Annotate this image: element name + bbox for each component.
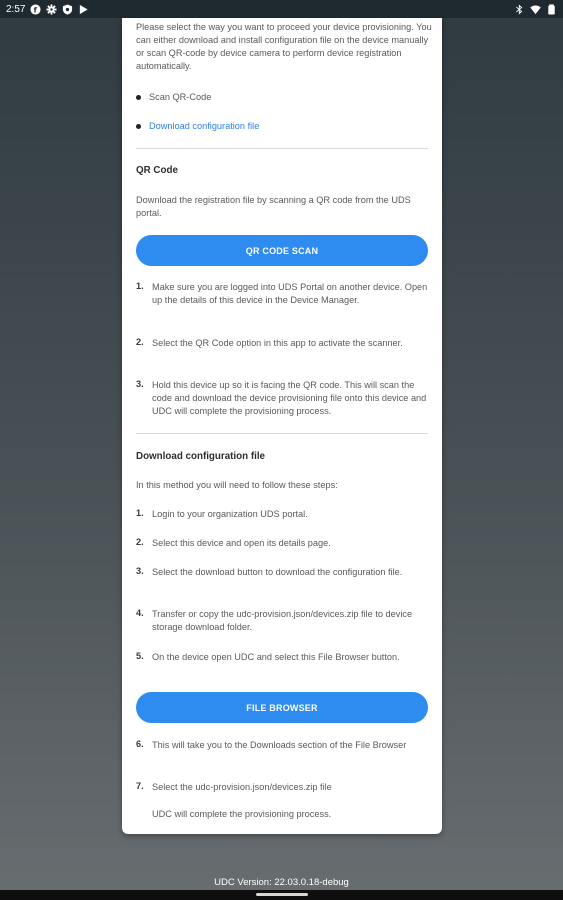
- closing-text: UDC will complete the provisioning process.: [152, 809, 332, 819]
- download-step-2: Select this device and open its details page.: [152, 538, 331, 548]
- f-app-icon: [30, 4, 41, 15]
- wifi-icon: [530, 4, 541, 15]
- qr-step-2: Select the QR Code option in this app to activate the scanner.: [152, 338, 403, 348]
- battery-icon: [546, 4, 557, 15]
- step-number: 4.: [136, 608, 144, 618]
- download-step-6: This will take you to the Downloads section of the File Browser: [152, 740, 407, 750]
- shield-icon: [62, 4, 73, 15]
- step-number: 2.: [136, 537, 144, 547]
- version-label: UDC Version: 22.03.0.18-debug: [214, 877, 349, 888]
- svg-text:f: f: [34, 4, 38, 14]
- status-bar-right: [514, 4, 557, 15]
- qr-section-heading: QR Code: [136, 165, 178, 176]
- intro-text: Please select the way you want to proceed your device provisioning. You can either download and install configuration file on the device manually or scan QR-code by device camera to perform device registration automatically.: [136, 22, 432, 71]
- option-scan-qr[interactable]: Scan QR-Code: [149, 92, 212, 102]
- step-number: 7.: [136, 781, 144, 791]
- qr-step-3: Hold this device up so it is facing the QR code. This will scan the code and download the device provisioning file onto this device and UDC will complete the provisioning process.: [152, 380, 427, 416]
- bullet-icon: [136, 124, 141, 129]
- option-download-config-link[interactable]: Download configuration file: [149, 121, 260, 131]
- home-gesture-handle[interactable]: [256, 893, 308, 896]
- status-bar-left: [6, 4, 89, 15]
- step-number: 3.: [136, 379, 144, 389]
- qr-code-scan-button-label: QR CODE SCAN: [245, 245, 319, 256]
- gear-icon: [46, 4, 57, 15]
- qr-step-1: Make sure you are logged into UDS Portal on another device. Open up the details of this device in the Device Manager.: [152, 282, 428, 305]
- qr-code-scan-button[interactable]: [136, 235, 428, 266]
- provisioning-card: [122, 18, 442, 834]
- step-number: 3.: [136, 566, 144, 576]
- play-store-icon: [78, 4, 89, 15]
- status-time: 2:57: [6, 3, 26, 15]
- step-number: 2.: [136, 337, 144, 347]
- step-number: 1.: [136, 508, 144, 518]
- download-section-heading: Download configuration file: [136, 451, 265, 462]
- download-step-1: Login to your organization UDS portal.: [152, 509, 308, 519]
- file-browser-button[interactable]: [136, 692, 428, 723]
- bluetooth-icon: [514, 4, 525, 15]
- file-browser-button-label: FILE BROWSER: [246, 702, 318, 713]
- divider: [136, 148, 428, 149]
- qr-section-description: Download the registration file by scanning a QR code from the UDS portal.: [136, 195, 411, 218]
- download-step-4: Transfer or copy the udc-provision.json/devices.zip file to device storage download folder.: [152, 609, 413, 632]
- step-number: 6.: [136, 739, 144, 749]
- download-step-5: On the device open UDC and select this File Browser button.: [152, 652, 400, 662]
- divider: [136, 433, 428, 434]
- download-step-3: Select the download button to download the configuration file.: [152, 567, 403, 577]
- download-step-7: Select the udc-provision.json/devices.zip file: [152, 782, 332, 792]
- status-bar: [0, 0, 563, 18]
- step-number: 1.: [136, 281, 144, 291]
- bullet-icon: [136, 95, 141, 100]
- download-section-description: In this method you will need to follow these steps:: [136, 480, 338, 490]
- step-number: 5.: [136, 651, 144, 661]
